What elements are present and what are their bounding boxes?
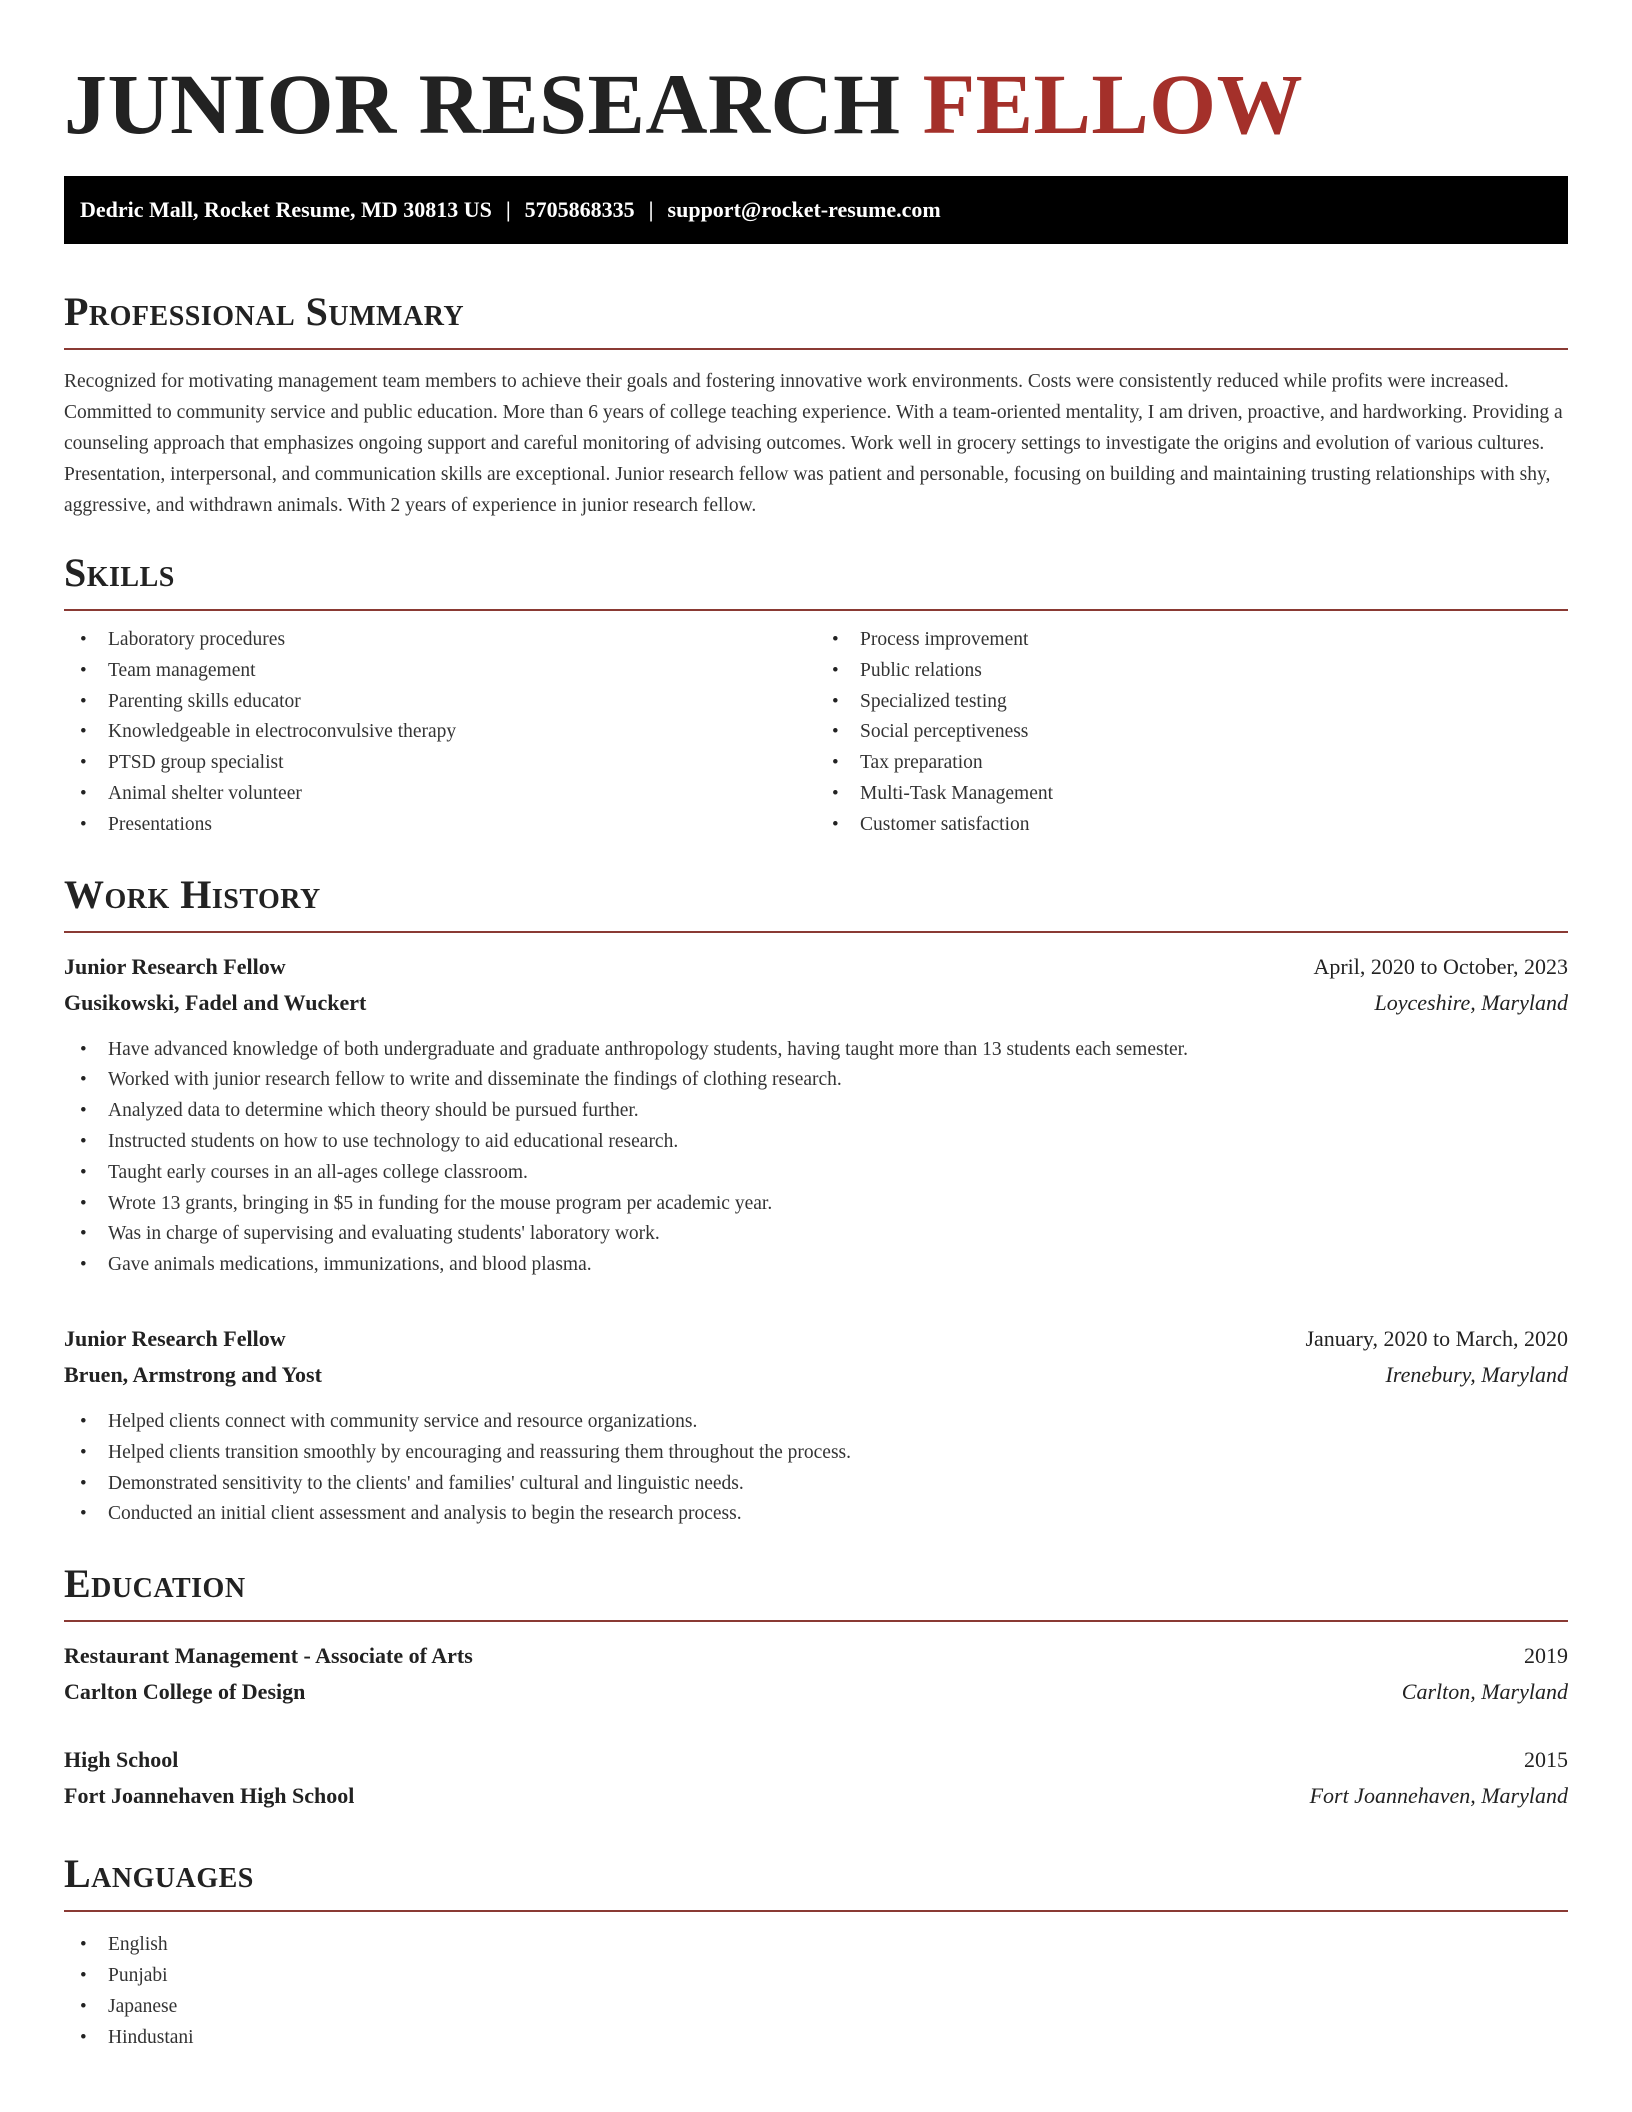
language-item: • Punjabi [64,1961,1568,1992]
education-heading: Education [64,1561,246,1607]
job-bullet: • Gave animals medications, immunizations, and blood plasma. [64,1250,1568,1281]
job-bullet: • Wrote 13 grants, bringing in $5 in funding for the mouse program per academic year. [64,1189,1568,1220]
job-header-row [64,949,1568,985]
skill-item: • Laboratory procedures [64,625,816,656]
job-entry [64,1321,1568,1530]
skill-item: • Social perceptiveness [816,717,1568,748]
contact-email[interactable]: support@rocket-resume.com [667,197,941,222]
section-divider [64,1620,1568,1622]
job-title: Junior Research Fellow [64,953,286,979]
job-dates: April, 2020 to October, 2023 [1313,953,1568,979]
skill-item: • Knowledgeable in electroconvulsive therapy [64,717,816,748]
skills-list-left [64,625,816,841]
skills-list-right [816,625,1568,841]
education-school: Carlton College of Design [64,1679,306,1705]
skill-item: • Specialized testing [816,687,1568,718]
job-location: Irenebury, Maryland [1385,1361,1568,1387]
skills-heading: Skills [64,550,175,595]
job-bullet: • Helped clients connect with community service and resource organizations. [64,1407,1568,1438]
skill-item: • Animal shelter volunteer [64,779,816,810]
language-item: • English [64,1930,1568,1961]
languages-section [64,1850,1568,2053]
education-degree: Restaurant Management - Associate of Arts [64,1643,473,1669]
job-bullet: • Was in charge of supervising and evaluating students' laboratory work. [64,1219,1568,1250]
job-bullet: • Have advanced knowledge of both undergraduate and graduate anthropology students, having taught more than 13 students each semester. [64,1035,1568,1066]
skill-item: • Process improvement [816,625,1568,656]
job-entry [64,949,1568,1281]
job-bullet: • Helped clients transition smoothly by encouraging and reassuring them throughout the process. [64,1438,1568,1469]
job-bullet: • Worked with junior research fellow to write and disseminate the findings of clothing research. [64,1065,1568,1096]
skill-item: • Presentations [64,810,816,841]
skills-columns [64,625,1568,841]
education-school-row [64,1778,1568,1814]
job-company-row [64,985,1568,1021]
skills-section [64,549,1568,841]
summary-section [64,288,1568,521]
job-dates: January, 2020 to March, 2020 [1305,1325,1568,1351]
contact-separator: | [505,197,511,222]
resume-title [64,0,1568,176]
skill-item: • Parenting skills educator [64,687,816,718]
education-section [64,1560,1568,1814]
job-bullet: • Taught early courses in an all-ages college classroom. [64,1158,1568,1189]
job-bullet: • Demonstrated sensitivity to the clients' and families' cultural and linguistic needs. [64,1469,1568,1500]
job-bullets [64,1035,1568,1281]
job-location: Loyceshire, Maryland [1374,989,1568,1015]
language-item: • Hindustani [64,2023,1568,2054]
summary-heading: Professional Summary [64,289,465,334]
title-main: JUNIOR RESEARCH [64,56,901,152]
job-company-row [64,1357,1568,1393]
education-entry [64,1638,1568,1710]
skill-item: • PTSD group specialist [64,748,816,779]
contact-bar [64,176,1568,244]
job-bullets [64,1407,1568,1530]
language-item: • Japanese [64,1992,1568,2023]
job-header-row [64,1321,1568,1357]
skill-item: • Team management [64,656,816,687]
job-bullet: • Instructed students on how to use technology to aid educational research. [64,1127,1568,1158]
education-degree-row [64,1638,1568,1674]
contact-phone[interactable]: 5705868335 [524,197,635,222]
work-history-section [64,871,1568,1531]
languages-list [64,1930,1568,2053]
education-location: Carlton, Maryland [1401,1679,1568,1705]
education-entry [64,1742,1568,1814]
contact-address: Dedric Mall, Rocket Resume, MD 30813 US [80,197,492,222]
title-accent: FELLOW [922,56,1304,152]
education-degree-row [64,1742,1568,1778]
education-degree: High School [64,1747,179,1773]
job-bullet: • Analyzed data to determine which theory should be pursued further. [64,1096,1568,1127]
skill-item: • Customer satisfaction [816,810,1568,841]
education-school: Fort Joannehaven High School [64,1783,355,1809]
job-company: Bruen, Armstrong and Yost [64,1361,322,1387]
section-divider [64,609,1568,611]
education-year: 2019 [1524,1643,1568,1669]
skills-column-right [816,625,1568,841]
education-year: 2015 [1524,1747,1568,1773]
summary-text: Recognized for motivating management team members to achieve their goals and fostering innovative work environments. Costs were consistently reduced while profits were increased. Committed to community service and public education. More than 6 years of college teaching experience. With a team-oriented mentality, I am driven, proactive, and hardworking. Providing a counseling approach that emphasizes ongoing support and careful monitoring of advising outcomes. Work well in grocery settings to investigate the origins and evolution of various cultures. Presentation, interpersonal, and communication skills are exceptional. Junior research fellow was patient and personable, focusing on building and maintaining trusting relationships with shy, aggressive, and withdrawn animals. With 2 years of experience in junior research fellow. [64,371,1563,516]
section-divider [64,348,1568,350]
section-divider [64,1910,1568,1912]
skill-item: • Public relations [816,656,1568,687]
education-school-row [64,1674,1568,1710]
job-title: Junior Research Fellow [64,1325,286,1351]
skill-item: • Multi-Task Management [816,779,1568,810]
education-location: Fort Joannehaven, Maryland [1309,1783,1568,1809]
section-divider [64,931,1568,933]
work-history-heading: Work History [64,871,321,917]
contact-separator: | [648,197,654,222]
skills-column-left [64,625,816,841]
job-company: Gusikowski, Fadel and Wuckert [64,989,367,1015]
languages-heading: Languages [64,1851,254,1897]
job-bullet: • Conducted an initial client assessment and analysis to begin the research process. [64,1499,1568,1530]
skill-item: • Tax preparation [816,748,1568,779]
